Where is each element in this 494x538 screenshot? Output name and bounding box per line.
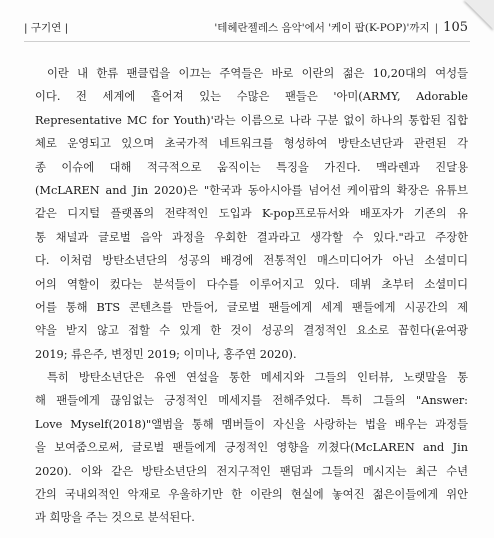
text-line: Representative MC for Youth)'라는 이름으로 나라 구분 없이 하나의 통합된 집합	[35, 113, 468, 127]
body-text	[35, 62, 468, 530]
text-line: 이란 내 한류 팬클럽을 이끄는 주역들은 바로 이란의 젊은 10,20대의 여성들	[47, 67, 468, 80]
text-line: 과 희망을 주는 것으로 분석된다.	[35, 511, 195, 525]
text-line: 같은 디지털 플랫폼의 전략적인 도입과 K-pop프로듀서와 배포자가 기존의 유	[35, 207, 468, 221]
text-line: 2020). 이와 같은 방탄소년단의 전지구적인 팬덤과 그들의 메시지는 최근 수년	[35, 464, 468, 478]
text-line: 해 팬들에게 끊임없는 긍정적인 메세지를 전해주었다. 특히 그들의 "Answer:	[35, 394, 468, 408]
page-curl-icon	[464, 0, 494, 30]
text-line: Love Myself(2018)"앨범을 통해 멤버들이 자신을 사랑하는 법을 배우는 과정들	[35, 417, 468, 431]
text-line: 특히 방탄소년단은 유엔 연설을 통한 메세지와 그들의 인터뷰, 노랫말을 통	[47, 371, 468, 385]
header-separator: |	[434, 22, 439, 34]
text-line: 통 채널과 글로벌 음악 과정을 우회한 결과라고 생각할 수 있다."라고 주장한	[35, 230, 468, 244]
text-line: 어의 역할이 컸다는 분석들이 다수를 이루어지고 있다. 데뷔 초부터 소셜미디	[35, 277, 468, 291]
running-header	[24, 20, 468, 38]
text-line: 이다. 전 세계에 흩어져 있는 수많은 팬들은 '아미(ARMY, Adorable	[35, 90, 468, 104]
text-line: 2019; 류은주, 변정민 2019; 이미나, 홍주연 2020).	[35, 347, 297, 361]
text-line: 약을 받지 않고 접할 수 있게 한 것이 성공의 결정적인 요소로 꼽힌다(윤여광	[35, 324, 468, 338]
chapter-title-and-page	[214, 20, 468, 35]
text-line: 간의 국내외적인 악재로 우울하기만 한 이란의 현실에 놓여진 젊은이들에게 위안	[35, 488, 468, 502]
page-number: 105	[443, 20, 468, 35]
chapter-title: '테헤란젤레스 음악'에서 '케이 팝(K-POP)'까지	[214, 22, 430, 34]
text-line: 을 보여줌으로써, 글로벌 팬들에게 긍정적인 영향을 끼쳤다(McLAREN and Jin	[35, 441, 468, 455]
text-line: 다. 이처럼 방탄소년단의 성공의 배경에 전통적인 매스미디어가 아닌 소셜미디	[35, 254, 468, 268]
text-line: 어를 통해 BTS 콘텐츠를 만들어, 글로벌 팬들에게 세계 팬들에게 시공간의 제	[35, 300, 468, 314]
text-line: 체로 운영되고 있으며 초국가적 네트워크를 형성하여 방탄소년단과 관련된 각	[35, 137, 468, 151]
header-rule	[24, 41, 470, 42]
text-line: 종 이슈에 대해 적극적으로 움직이는 특징을 가진다. 맥라렌과 진달용	[35, 160, 468, 174]
text-line: (McLAREN and Jin 2020)은 "한국과 동아시아를 넘어선 케이팝의 확장은 유튜브	[35, 183, 468, 197]
author-label: | 구기연 |	[24, 22, 69, 34]
